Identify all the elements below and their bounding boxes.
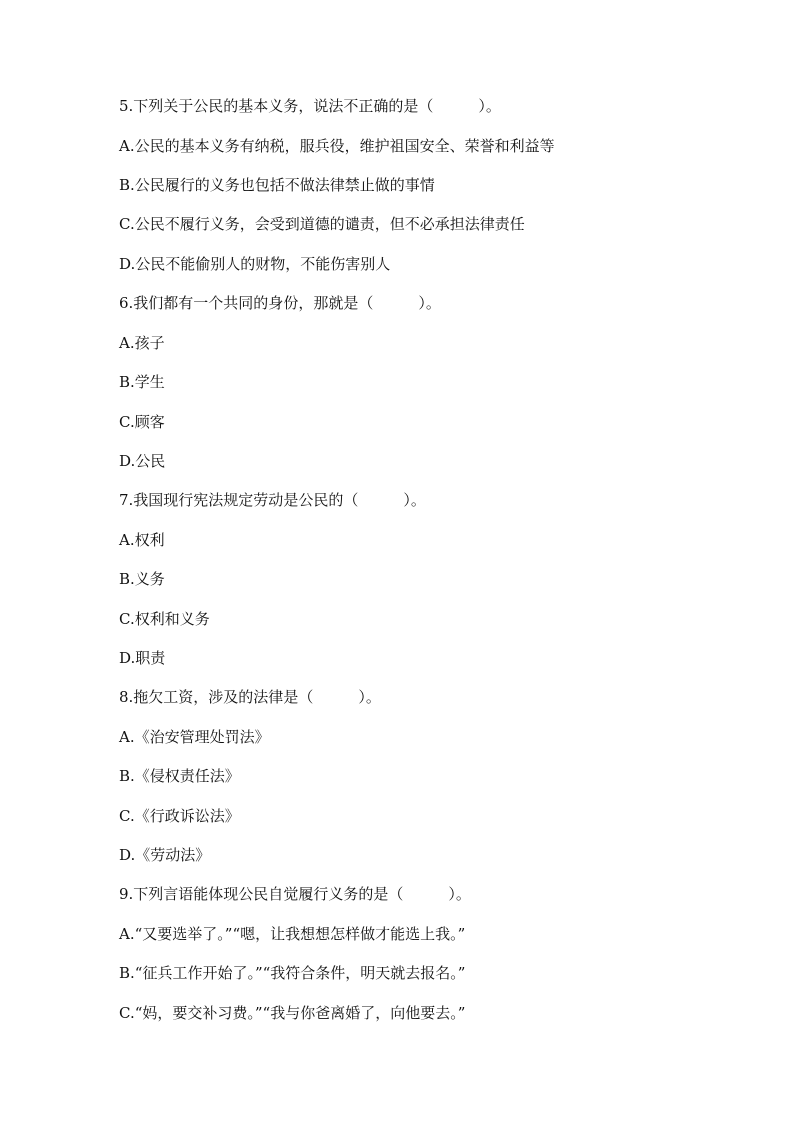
- question-7-option-c: C.权利和义务: [119, 610, 210, 628]
- question-8-stem: 8.拖欠工资，涉及的法律是（ ）。: [119, 688, 381, 706]
- question-5-stem: 5.下列关于公民的基本义务，说法不正确的是（ ）。: [119, 97, 501, 115]
- question-6-option-d: D.公民: [119, 452, 166, 470]
- question-8-option-d: D.《劳动法》: [119, 846, 211, 864]
- question-8-option-a: A.《治安管理处罚法》: [119, 728, 270, 746]
- question-8-option-b: B.《侵权责任法》: [119, 767, 240, 785]
- question-5-option-c: C.公民不履行义务，会受到道德的谴责，但不必承担法律责任: [119, 215, 525, 233]
- question-5-option-a: A.公民的基本义务有纳税，服兵役，维护祖国安全、荣誉和利益等: [119, 137, 555, 155]
- question-6-option-c: C.顾客: [119, 413, 165, 431]
- question-6-option-a: A.孩子: [119, 334, 165, 352]
- question-9-option-b: B.“征兵工作开始了。”“我符合条件，明天就去报名。”: [119, 964, 466, 982]
- question-9-stem: 9.下列言语能体现公民自觉履行义务的是（ ）。: [119, 885, 471, 903]
- question-7-option-a: A.权利: [119, 531, 165, 549]
- question-7-option-d: D.职责: [119, 649, 166, 667]
- question-5-option-d: D.公民不能偷别人的财物，不能伤害别人: [119, 255, 391, 273]
- question-9-option-a: A.“又要选举了。”“嗯，让我想想怎样做才能选上我。”: [119, 925, 466, 943]
- question-7-stem: 7.我国现行宪法规定劳动是公民的（ ）。: [119, 491, 426, 509]
- question-5-option-b: B.公民履行的义务也包括不做法律禁止做的事情: [119, 176, 435, 194]
- question-6-option-b: B.学生: [119, 373, 165, 391]
- question-8-option-c: C.《行政诉讼法》: [119, 807, 240, 825]
- question-7-option-b: B.义务: [119, 570, 165, 588]
- question-9-option-c: C.“妈，要交补习费。”“我与你爸离婚了，向他要去。”: [119, 1004, 466, 1022]
- question-6-stem: 6.我们都有一个共同的身份，那就是（ ）。: [119, 294, 441, 312]
